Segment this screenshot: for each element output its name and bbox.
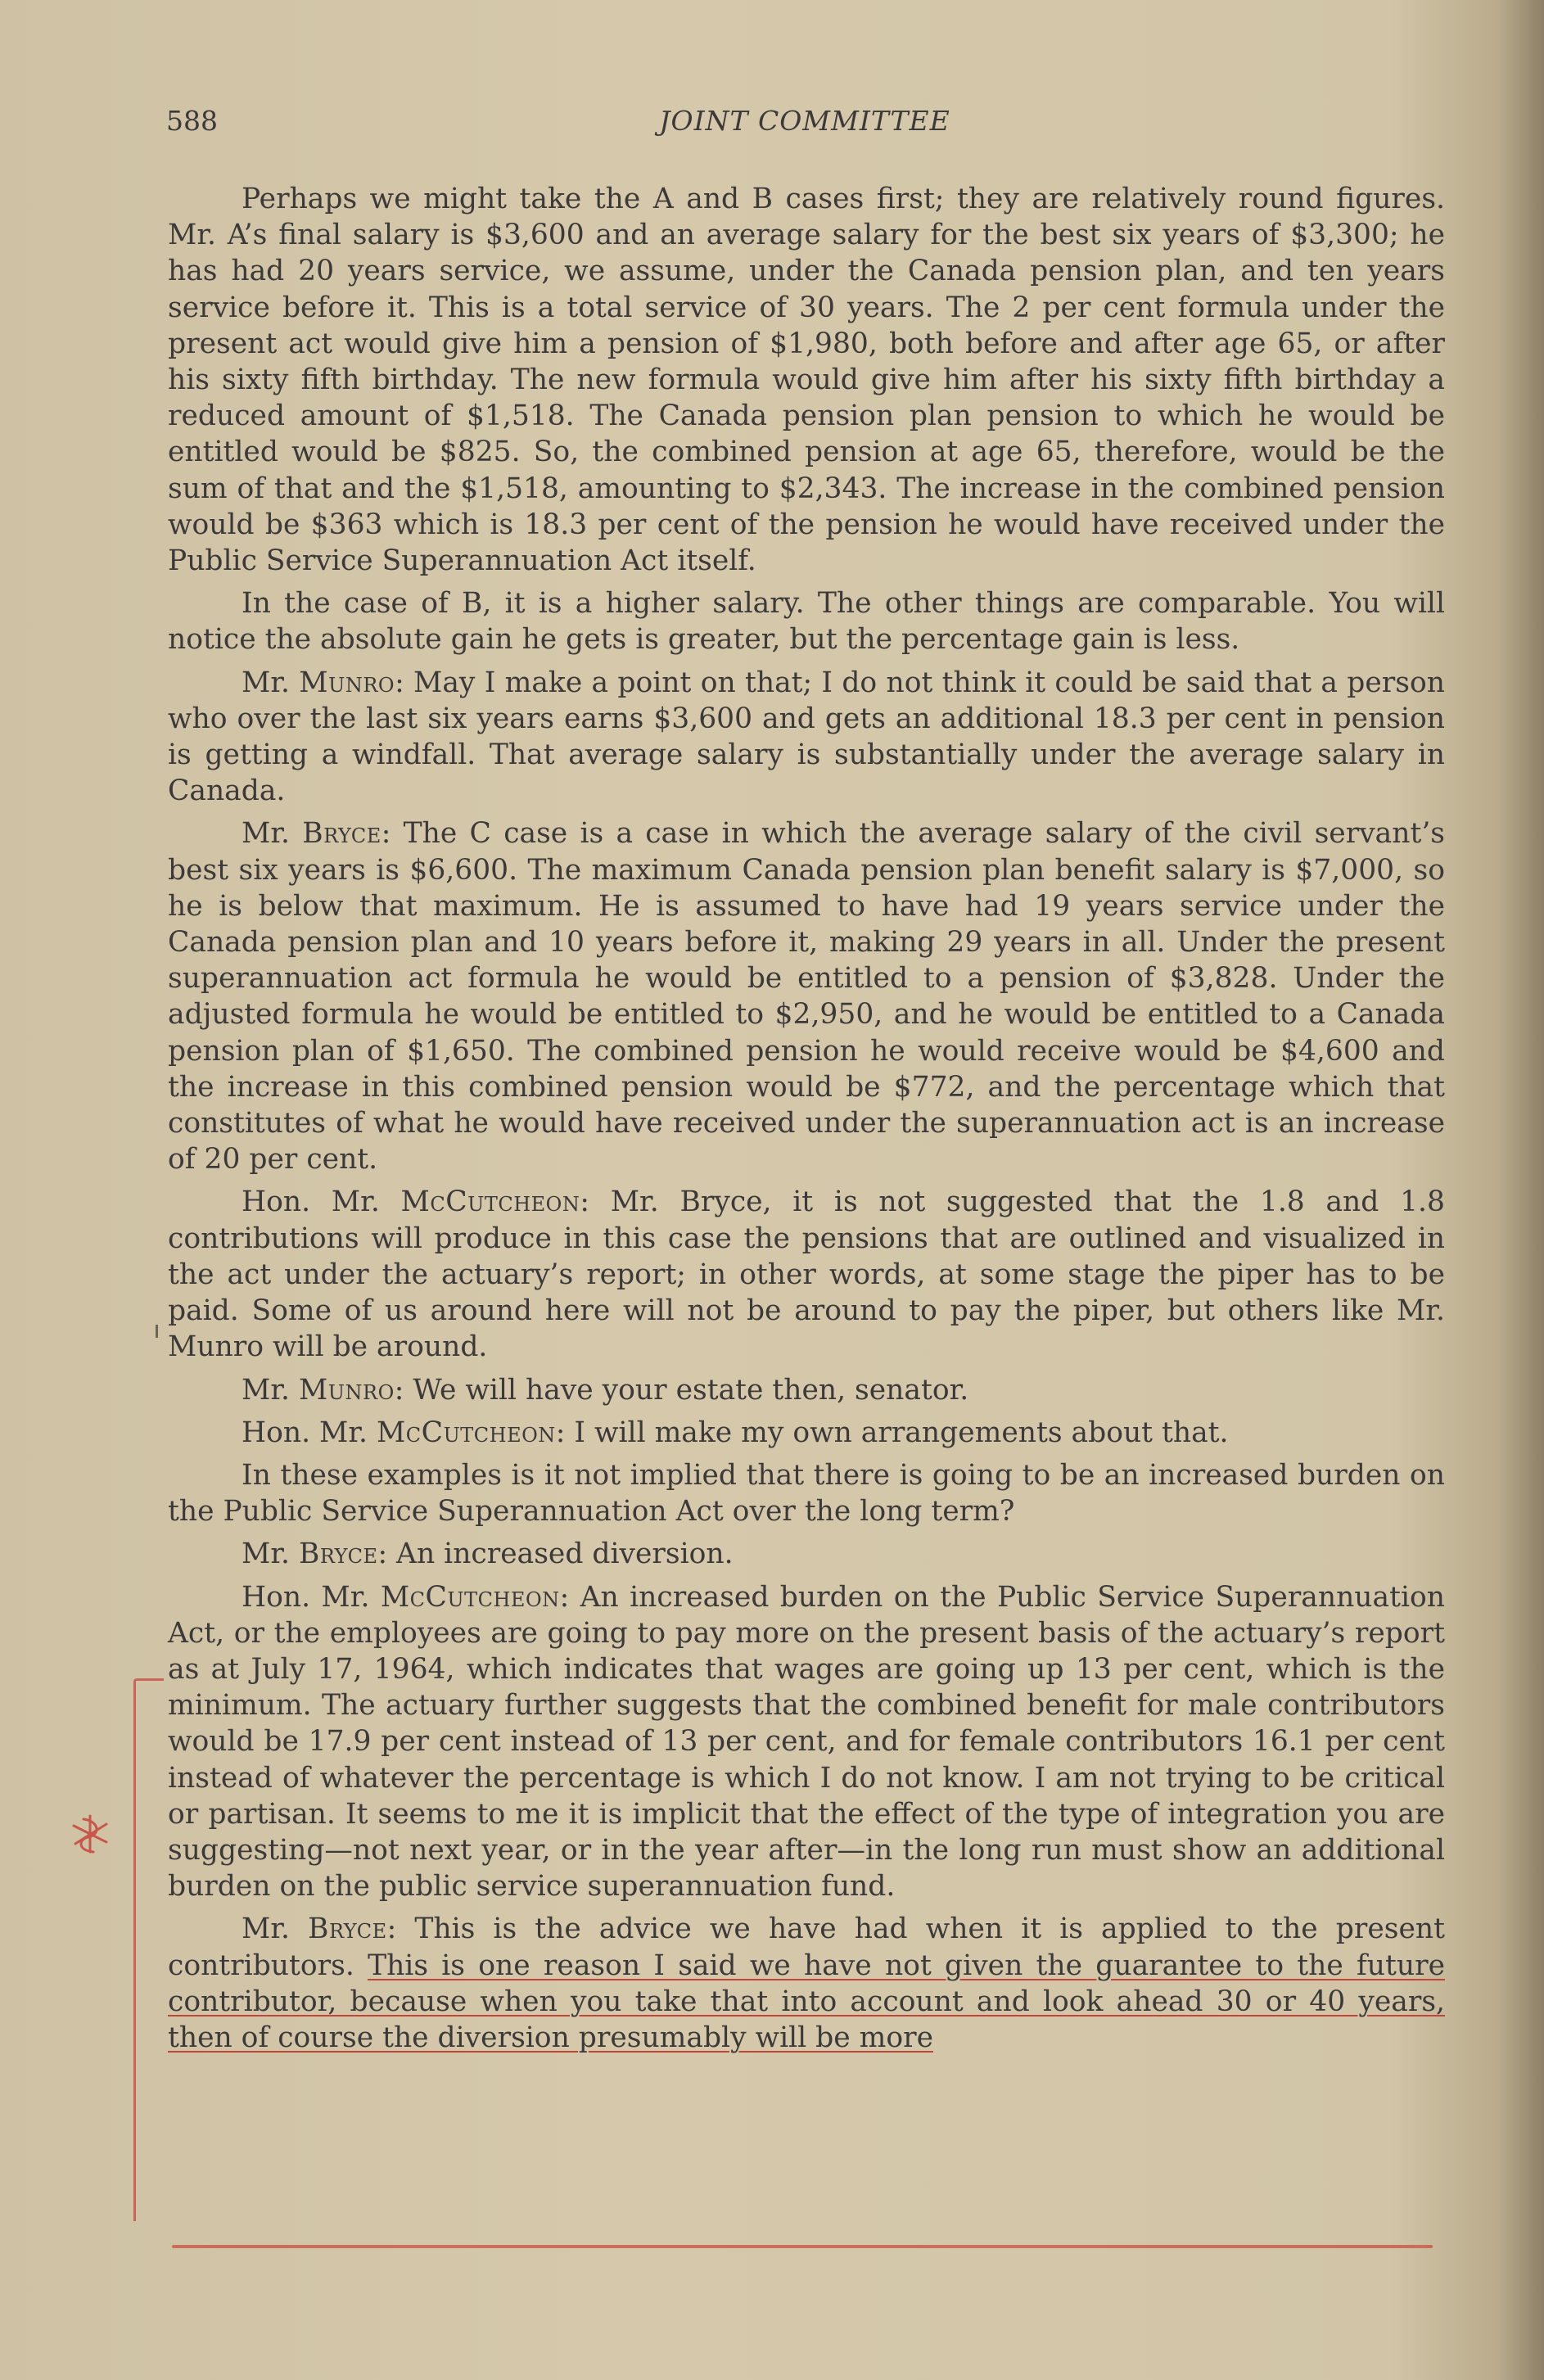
speaker-name: Bryce (298, 1538, 378, 1571)
margin-bracket-annotation (133, 1678, 164, 2221)
speech-paragraph: Mr. Bryce: The C case is a case in which the average salary of the civil servant’s best six years is $6,600. The maximum Canada pension plan benefit salary is $7,000, so he is below that maximum. He is assumed to have had 19 years service under the Canada pension plan and 10 years before it, making 29 years in all. Under the present superannuation act formula he would be entitled to a pension of $3,828. Under the adjusted formula he would be entitled to $2,950, and he would be entitled to a Canada pension plan of $1,650. The combined pension he would receive would be $4,600 and the increase in this combined pension would be $772, and the percentage which that constitutes of what he would have received under the superannuation act is an increase of 20 per cent. (168, 817, 1446, 1176)
asterisk-annotation-icon (65, 1809, 115, 1858)
underlined-passage: This is one reason I said we have not given the guarantee to the future contributor, because when you take that into account and look ahead 30 or 40 years, then of course the diversion presumably will be more (168, 1949, 1445, 2054)
speech-paragraph: Hon. Mr. McCutcheon: Mr. Bryce, it is not suggested that the 1.8 and 1.8 contributions will produce in this case the pensions that are outlined and visualized in the act under the actuary’s report; in other words, at some stage the piper has to be paid. Some of us around here will not be around to pay the piper, but others like Mr. Munro will be around. (168, 1185, 1445, 1364)
speech-paragraph: Mr. Munro: May I make a point on that; I do not think it could be said that a person who over the last six years earns $3,600 and gets an additional 18.3 per cent in pension is getting a windfall. That average salary is substantially under the average salary in Canada. (168, 666, 1445, 808)
speaker-name: Munro (298, 1373, 395, 1407)
paragraph: In the case of B, it is a higher salary. The other things are comparable. You will notice the absolute gain he gets is greater, but the percentage gain is less. (168, 587, 1445, 657)
page-header (166, 105, 1443, 146)
body-text (168, 181, 1445, 2056)
underline-annotation (172, 2245, 1433, 2248)
speech-paragraph: Mr. Munro: We will have your estate then, senator. (242, 1373, 969, 1407)
paragraph: In these examples is it not implied that there is going to be an increased burden on the Public Service Superannuation Act over the long term? (168, 1458, 1445, 1529)
speech-paragraph: Mr. Bryce: This is the advice we have had when it is applied to the present contributors. This is one reason I said we have not given the guarantee to the future contributor, because when you take that into account and look ahead 30 or 40 years, then of course the diversion presumably will be more (168, 1913, 1445, 2054)
page-number: 588 (166, 105, 218, 137)
speaker-name: McCutcheon (380, 1580, 560, 1614)
paragraph: Perhaps we might take the A and B cases first; they are relatively round figures. Mr. A’s final salary is $3,600 and an average salary for the best six years of $3,300; he has had 20 years service, we assume, under the Canada pension plan, and ten years service before it. This is a total service of 30 years. The 2 per cent formula under the present act would give him a pension of $1,980, both before and after age 65, or after his sixty fifth birthday. The new formula would give him after his sixty fifth birthday a reduced amount of $1,518. The Canada pension plan pension to which he would be entitled would be $825. So, the combined pension at age 65, therefore, would be the sum of that and the $1,518, amounting to $2,343. The increase in the combined pension would be $363 which is 18.3 per cent of the pension he would have received under the Public Service Superannuation Act itself. (168, 183, 1445, 578)
speech-paragraph: Mr. Bryce: An increased diversion. (242, 1538, 734, 1571)
speaker-name: McCutcheon (376, 1416, 556, 1449)
margin-mark (156, 1325, 158, 1338)
speaker-name: Munro (299, 666, 395, 699)
speaker-name: Bryce (308, 1913, 387, 1946)
speaker-name: Bryce (302, 817, 381, 851)
running-head: JOINT COMMITTEE (659, 105, 950, 137)
speaker-name: McCutcheon (400, 1185, 580, 1219)
speech-paragraph: Hon. Mr. McCutcheon: I will make my own arrangements about that. (242, 1416, 1229, 1449)
speech-paragraph: Hon. Mr. McCutcheon: An increased burden on the Public Service Superannuation Act, or the employees are going to pay more on the present basis of the actuary’s report as at July 17, 1964, which indicates that wages are going up 13 per cent, which is the minimum. The actuary further suggests that the combined benefit for male contributors would be 17.9 per cent instead of 13 per cent, and for female contributors 16.1 per cent instead of whatever the percentage is which I do not know. I am not trying to be critical or partisan. It seems to me it is implicit that the effect of the type of integration you are suggesting—not next year, or in the year after—in the long run must show an additional burden on the public service superannuation fund. (168, 1580, 1445, 1904)
